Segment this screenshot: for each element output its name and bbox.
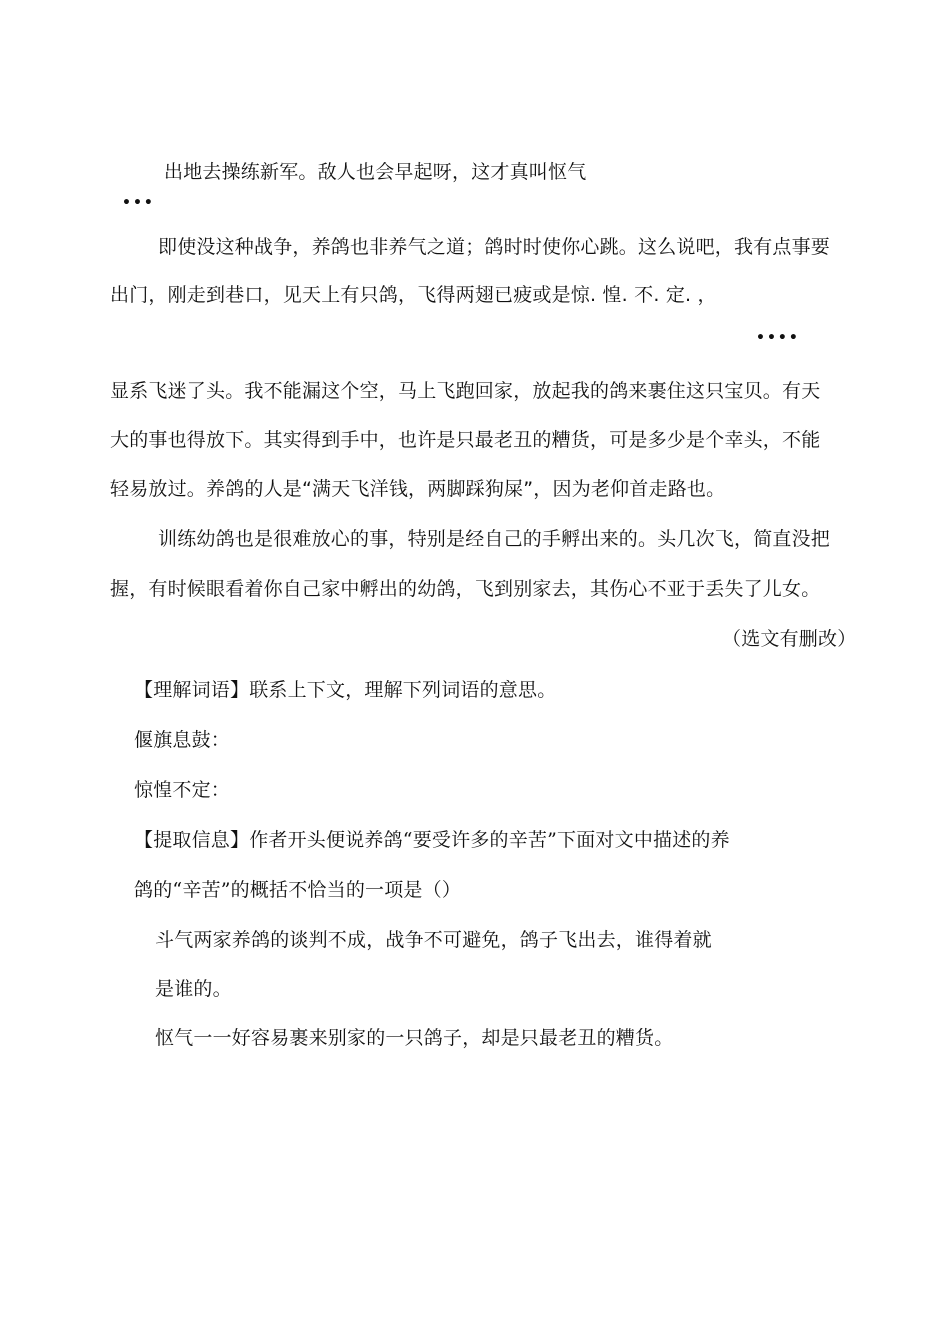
passage-line-2: 即使没这种战争，养鸽也非养气之道；鸽时时使你心跳。这么说吧，我有点事要 xyxy=(158,236,831,258)
option-1-line-2: 是谁的。 xyxy=(155,978,232,1000)
option-1-line-1: 斗气两家养鸽的谈判不成，战争不可避免，鸽子飞出去，谁得着就 xyxy=(155,929,712,951)
passage-line-4: 显系飞迷了头。我不能漏这个空，马上飞跑回家，放起我的鸽来裹住这只宝贝。有天 xyxy=(110,380,821,402)
passage-line-6: 轻易放过。养鸽的人是“满天飞洋钱，两脚踩狗屎”，因为老仰首走路也。 xyxy=(110,478,726,500)
question-1-word-2: 惊惶不定： xyxy=(134,779,231,801)
option-2: 怄气一一好容易裹来别家的一只鸽子，却是只最老丑的糟货。 xyxy=(155,1027,674,1049)
question-1-title: 【理解词语】联系上下文，理解下列词语的意思。 xyxy=(134,679,557,701)
passage-line-8: 握，有时候眼看着你自己家中孵出的幼鸽，飞到别家去，其伤心不亚于丢失了儿女。 xyxy=(110,578,821,600)
question-2-line-2: 鸽的“辛苦”的概括不恰当的一项是（） xyxy=(134,879,462,901)
emphasis-dots-1: ••• xyxy=(122,195,155,211)
source-note: （选文有删改） xyxy=(722,628,857,650)
passage-line-5: 大的事也得放下。其实得到手中，也许是只最老丑的糟货，可是多少是个幸头，不能 xyxy=(110,429,821,451)
question-1-word-1: 偃旗息鼓： xyxy=(134,729,231,751)
passage-line-1: 出地去操练新军。敌人也会早起呀，这才真叫怄气 xyxy=(164,161,587,183)
question-2-line-1: 【提取信息】作者开头便说养鸽“要受许多的辛苦”下面对文中描述的养 xyxy=(134,829,730,851)
emphasis-dots-2: •••• xyxy=(756,330,800,346)
passage-line-7: 训练幼鸽也是很难放心的事，特别是经自己的手孵出来的。头几次飞，简直没把 xyxy=(158,528,831,550)
passage-line-3: 出门，刚走到巷口，见天上有只鸽，飞得两翅已疲或是惊. 惶. 不. 定. ， xyxy=(110,284,717,306)
